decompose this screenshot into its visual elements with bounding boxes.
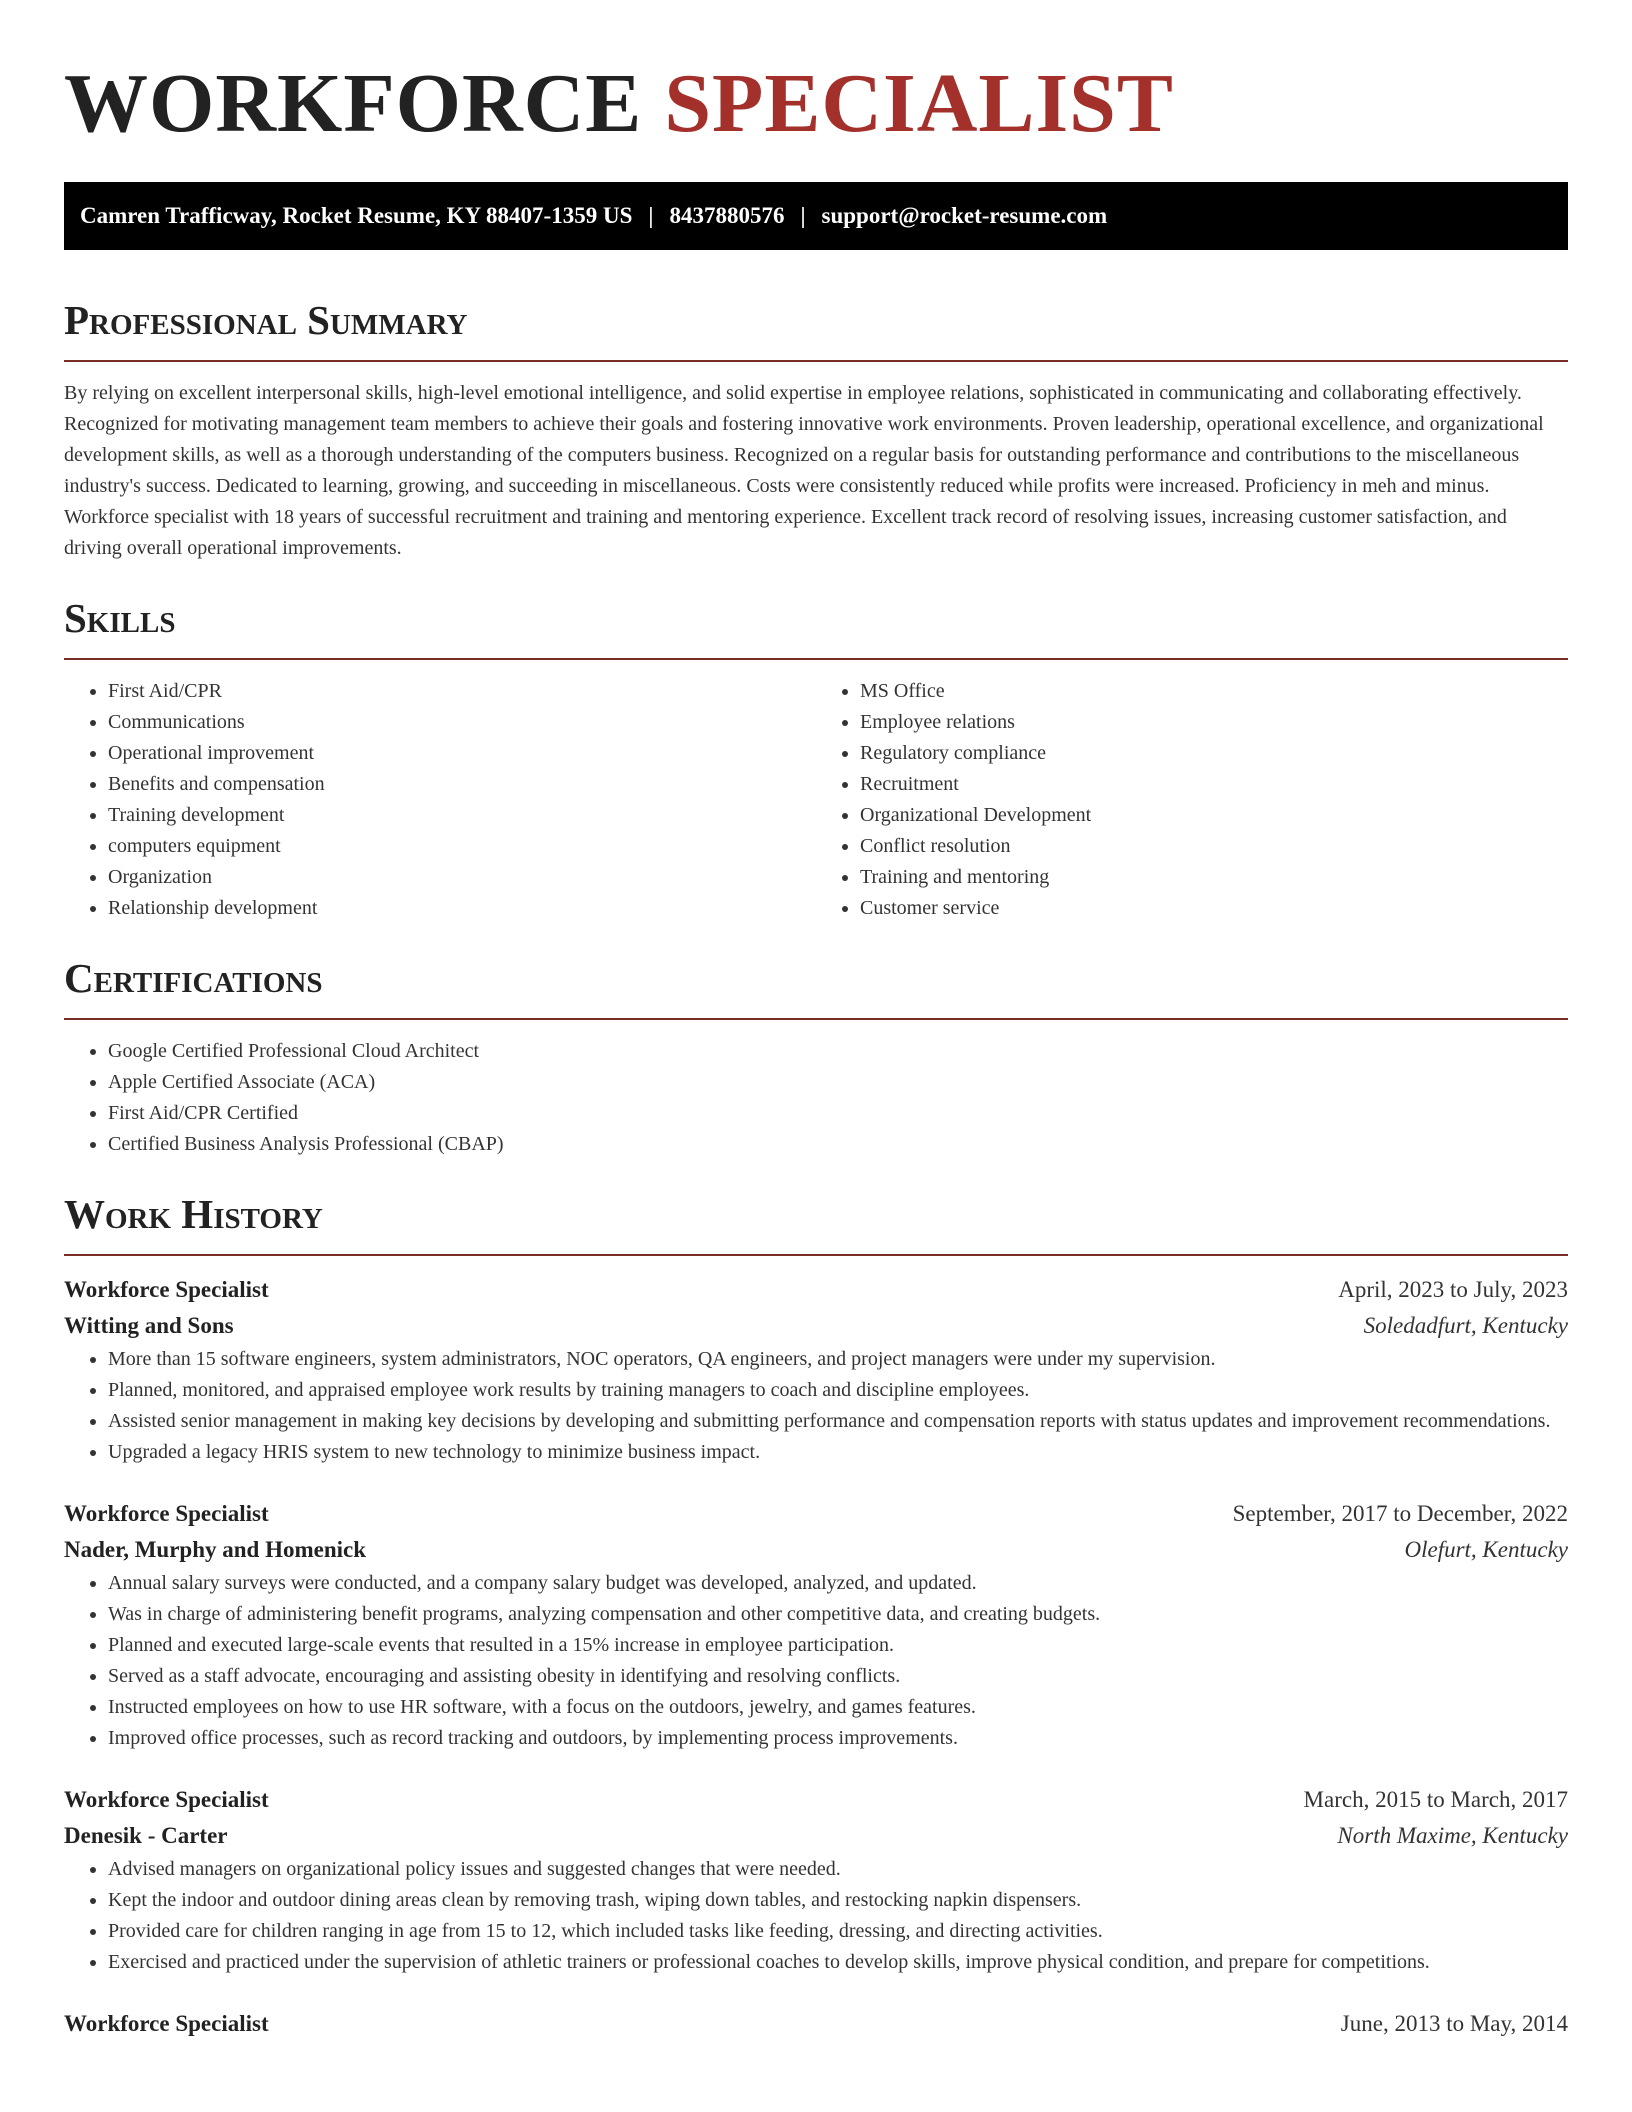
job-company: Nader, Murphy and Homenick xyxy=(64,1537,367,1562)
skill-item: • MS Office xyxy=(860,676,1568,707)
skill-item: • Employee relations xyxy=(860,707,1568,738)
summary-section xyxy=(64,294,1568,564)
skill-item: • Operational improvement xyxy=(108,738,816,769)
job-bullet: • Served as a staff advocate, encouraging and assisting obesity in identifying and resolving conflicts. xyxy=(108,1661,1568,1692)
job-company-row xyxy=(64,1818,1568,1854)
job-header-row xyxy=(64,1782,1568,1818)
skills-left-list xyxy=(64,676,816,924)
job-bullets xyxy=(64,1568,1568,1754)
job-bullet: • Assisted senior management in making key decisions by developing and submitting performance and compensation reports with status updates and improvement recommendations. xyxy=(108,1406,1568,1437)
resume-name xyxy=(64,56,1568,152)
job-company-row xyxy=(64,1308,1568,1344)
summary-heading: Professional Summary xyxy=(64,297,468,343)
section-divider xyxy=(64,360,1568,362)
job-dates: April, 2023 to July, 2023 xyxy=(1338,1277,1568,1302)
job-title: Workforce Specialist xyxy=(64,1501,269,1526)
job-company: Denesik - Carter xyxy=(64,1823,228,1848)
skills-section xyxy=(64,592,1568,924)
certifications-section xyxy=(64,952,1568,1160)
skill-item: • Training development xyxy=(108,800,816,831)
skills-heading: Skills xyxy=(64,595,176,641)
job-bullet: • Annual salary surveys were conducted, and a company salary budget was developed, analyzed, and updated. xyxy=(108,1568,1568,1599)
name-second: SPECIALIST xyxy=(664,57,1174,150)
contact-email[interactable]: support@rocket-resume.com xyxy=(821,203,1108,228)
job-location: North Maxime, Kentucky xyxy=(1337,1823,1568,1848)
job-bullet: • Instructed employees on how to use HR software, with a focus on the outdoors, jewelry, and games features. xyxy=(108,1692,1568,1723)
skill-item: • Conflict resolution xyxy=(860,831,1568,862)
name-first: WORKFORCE xyxy=(64,57,643,150)
job-bullet: • Planned and executed large-scale events that resulted in a 15% increase in employee participation. xyxy=(108,1630,1568,1661)
contact-bar xyxy=(64,182,1568,250)
job-dates: March, 2015 to March, 2017 xyxy=(1303,1787,1568,1812)
work-history-heading: Work History xyxy=(64,1191,323,1237)
skills-right-list xyxy=(816,676,1568,924)
job-entry xyxy=(64,2006,1568,2042)
job-bullet: • Planned, monitored, and appraised employee work results by training managers to coach and discipline employees. xyxy=(108,1375,1568,1406)
job-bullet: • Exercised and practiced under the supervision of athletic trainers or professional coaches to develop skills, improve physical condition, and prepare for competitions. xyxy=(108,1947,1568,1978)
job-bullet: • Provided care for children ranging in age from 15 to 12, which included tasks like feeding, dressing, and directing activities. xyxy=(108,1916,1568,1947)
certification-item: • Apple Certified Associate (ACA) xyxy=(108,1067,1568,1098)
job-entry xyxy=(64,1496,1568,1754)
job-entry xyxy=(64,1272,1568,1468)
certification-item: • Certified Business Analysis Professional (CBAP) xyxy=(108,1129,1568,1160)
skills-grid xyxy=(64,676,1568,924)
job-header-row xyxy=(64,1272,1568,1308)
job-company-row xyxy=(64,1532,1568,1568)
skill-item: • computers equipment xyxy=(108,831,816,862)
contact-separator: | xyxy=(648,203,654,228)
certifications-heading: Certifications xyxy=(64,955,323,1001)
skill-item: • Organization xyxy=(108,862,816,893)
work-history-section xyxy=(64,1188,1568,2042)
skill-item: • Organizational Development xyxy=(860,800,1568,831)
job-bullet: • Advised managers on organizational policy issues and suggested changes that were needed. xyxy=(108,1854,1568,1885)
job-bullet: • Upgraded a legacy HRIS system to new technology to minimize business impact. xyxy=(108,1437,1568,1468)
summary-text: By relying on excellent interpersonal skills, high-level emotional intelligence, and solid expertise in employee relations, sophisticated in communicating and collaborating effectively. Recognized for motivating management team members to achieve their goals and fostering innovative work environments. Proven leadership, operational excellence, and organizational development skills, as well as a thorough understanding of the computers business. Recognized on a regular basis for outstanding performance and contributions to the miscellaneous industry's success. Dedicated to learning, growing, and succeeding in miscellaneous. Costs were consistently reduced while profits were increased. Proficiency in meh and minus. Workforce specialist with 18 years of successful recruitment and training and mentoring experience. Excellent track record of resolving issues, increasing customer satisfaction, and driving overall operational improvements. xyxy=(64,382,1544,559)
job-location: Soledadfurt, Kentucky xyxy=(1363,1313,1568,1338)
job-title: Workforce Specialist xyxy=(64,1787,269,1812)
contact-separator: | xyxy=(800,203,806,228)
job-bullet: • Was in charge of administering benefit programs, analyzing compensation and other competitive data, and creating budgets. xyxy=(108,1599,1568,1630)
job-title: Workforce Specialist xyxy=(64,1277,269,1302)
skill-item: • Benefits and compensation xyxy=(108,769,816,800)
job-location: Olefurt, Kentucky xyxy=(1404,1537,1568,1562)
certifications-list xyxy=(64,1036,1568,1160)
section-divider xyxy=(64,1254,1568,1256)
skill-item: • Communications xyxy=(108,707,816,738)
contact-phone[interactable]: 8437880576 xyxy=(669,203,785,228)
job-dates: September, 2017 to December, 2022 xyxy=(1232,1501,1568,1526)
skill-item: • First Aid/CPR xyxy=(108,676,816,707)
job-bullet: • More than 15 software engineers, system administrators, NOC operators, QA engineers, and project managers were under my supervision. xyxy=(108,1344,1568,1375)
section-divider xyxy=(64,658,1568,660)
certification-item: • First Aid/CPR Certified xyxy=(108,1098,1568,1129)
contact-address: Camren Trafficway, Rocket Resume, KY 88407-1359 US xyxy=(80,203,633,228)
job-bullets xyxy=(64,1344,1568,1468)
skill-item: • Relationship development xyxy=(108,893,816,924)
skill-item: • Recruitment xyxy=(860,769,1568,800)
job-bullet: • Improved office processes, such as record tracking and outdoors, by implementing process improvements. xyxy=(108,1723,1568,1754)
skill-item: • Regulatory compliance xyxy=(860,738,1568,769)
job-header-row xyxy=(64,2006,1568,2042)
job-title: Workforce Specialist xyxy=(64,2011,269,2036)
section-divider xyxy=(64,1018,1568,1020)
skill-item: • Training and mentoring xyxy=(860,862,1568,893)
job-entry xyxy=(64,1782,1568,1978)
job-bullets xyxy=(64,1854,1568,1978)
job-dates: June, 2013 to May, 2014 xyxy=(1340,2011,1568,2036)
job-header-row xyxy=(64,1496,1568,1532)
jobs-list xyxy=(64,1272,1568,2042)
job-company: Witting and Sons xyxy=(64,1313,234,1338)
skill-item: • Customer service xyxy=(860,893,1568,924)
certification-item: • Google Certified Professional Cloud Architect xyxy=(108,1036,1568,1067)
job-bullet: • Kept the indoor and outdoor dining areas clean by removing trash, wiping down tables, and restocking napkin dispensers. xyxy=(108,1885,1568,1916)
